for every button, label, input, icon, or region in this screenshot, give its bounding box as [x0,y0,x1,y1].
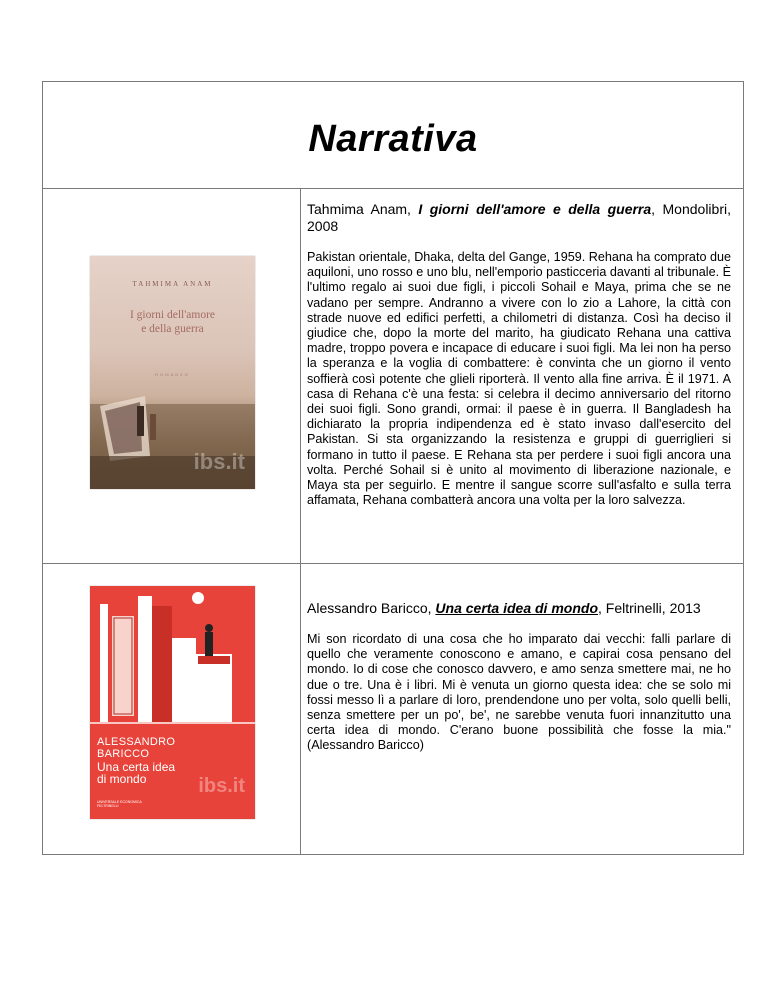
book-citation: Alessandro Baricco, Una certa idea di mondo, Feltrinelli, 2013 [307,600,701,616]
cover-cell [43,189,301,563]
cover-title: I giorni dell'amore e della guerra [129,309,216,335]
book-row [43,189,743,564]
book-description-cell [301,189,743,563]
book-citation: Tahmima Anam, I giorni dell'amore e della guerra, Mondolibri, 2008 [307,201,731,234]
book-cover-image [90,586,255,819]
book-cover-image [90,256,255,489]
cover-author: ALESSANDRO BARICCO [97,736,176,760]
book-description-cell [301,564,743,854]
cover-author: TAHMIMA ANAM [132,280,213,288]
cover-title: Una certa idea di mondo [97,760,176,786]
book-title: I giorni dell'amore e della guerra [418,201,652,217]
cover-watermark: ibs.it [198,775,245,797]
cover-cell [43,564,301,854]
cover-watermark: ibs.it [193,449,245,474]
book-synopsis: Mi son ricordato di una cosa che ho imparato dai vecchi: falli parlare di quello che veramente conoscono e amano, e capirai cosa pensano del mondo. Io di cose che conosco davvero, e amo senza smettere mai, ne ho due o tre. Una è i libri. Mi è venuta un giorno questa idea: che se solo mi fossi messo lì a parlare di loro, prendendone uno per volta, solo quelli belli, senza smettere per un po', be', ne sarebbe venuta fuori innanzitutto una certa idea di mondo. C'erano buone possibilità che fosse la mia." (Alessandro Baricco) [307,632,731,753]
cover-subtitle: ROMANZO [155,372,190,377]
book-title: Una certa idea di mondo [435,600,598,616]
page-title: Narrativa [308,117,478,160]
book-synopsis: Pakistan orientale, Dhaka, delta del Gange, 1959. Rehana ha comprato due aquiloni, uno rosso e uno blu, nell'emporio pasticceria davanti al tribunale. È l'ultimo regalo ai suoi due figli, i piccoli Sohail e Maya, prima che se ne vadano per sempre. Andranno a vivere con lo zio a Lahore, la città con strade nuove ed edifici perfetti, a chilometri di distanza. Così ha deciso il giudice che, dopo la morte del marito, ha giudicato Rehana una cattiva madre, troppo povera e incapace di educare i suoi figli. Ma lei non ha perso la speranza e la voglia di combattere: è convinta che un giorno il vento soffierà così potente che glieli riporterà. Il vento alla fine arriva. È il 1971. A casa di Rehana c'è una festa: si celebra il decimo anniversario del ritorno dei suoi figli. Sono grandi, ormai: il paese è in guerra. Il Bangladesh ha dichiarato la propria indipendenza ed è stato invaso dall'esercito del Pakistan. Si sta organizzando la resistenza e gruppi di guerriglieri si formano in tutto il paese. E Rehana sta per perdere i suoi figli ancora una volta. Perché Sohail si è unito al movimento di liberazione nazionale, e Maya sta per seguirlo. E mentre il sangue scorre sull'asfalto e sulla terra affamata, Rehana combatterà ancora una volta per la loro salvezza. [307,250,731,508]
document-table [42,81,744,855]
book-row [43,564,743,854]
cover-publisher: UNIVERSALE ECONOMICA FELTRINELLI [97,800,142,808]
title-row [43,82,743,189]
